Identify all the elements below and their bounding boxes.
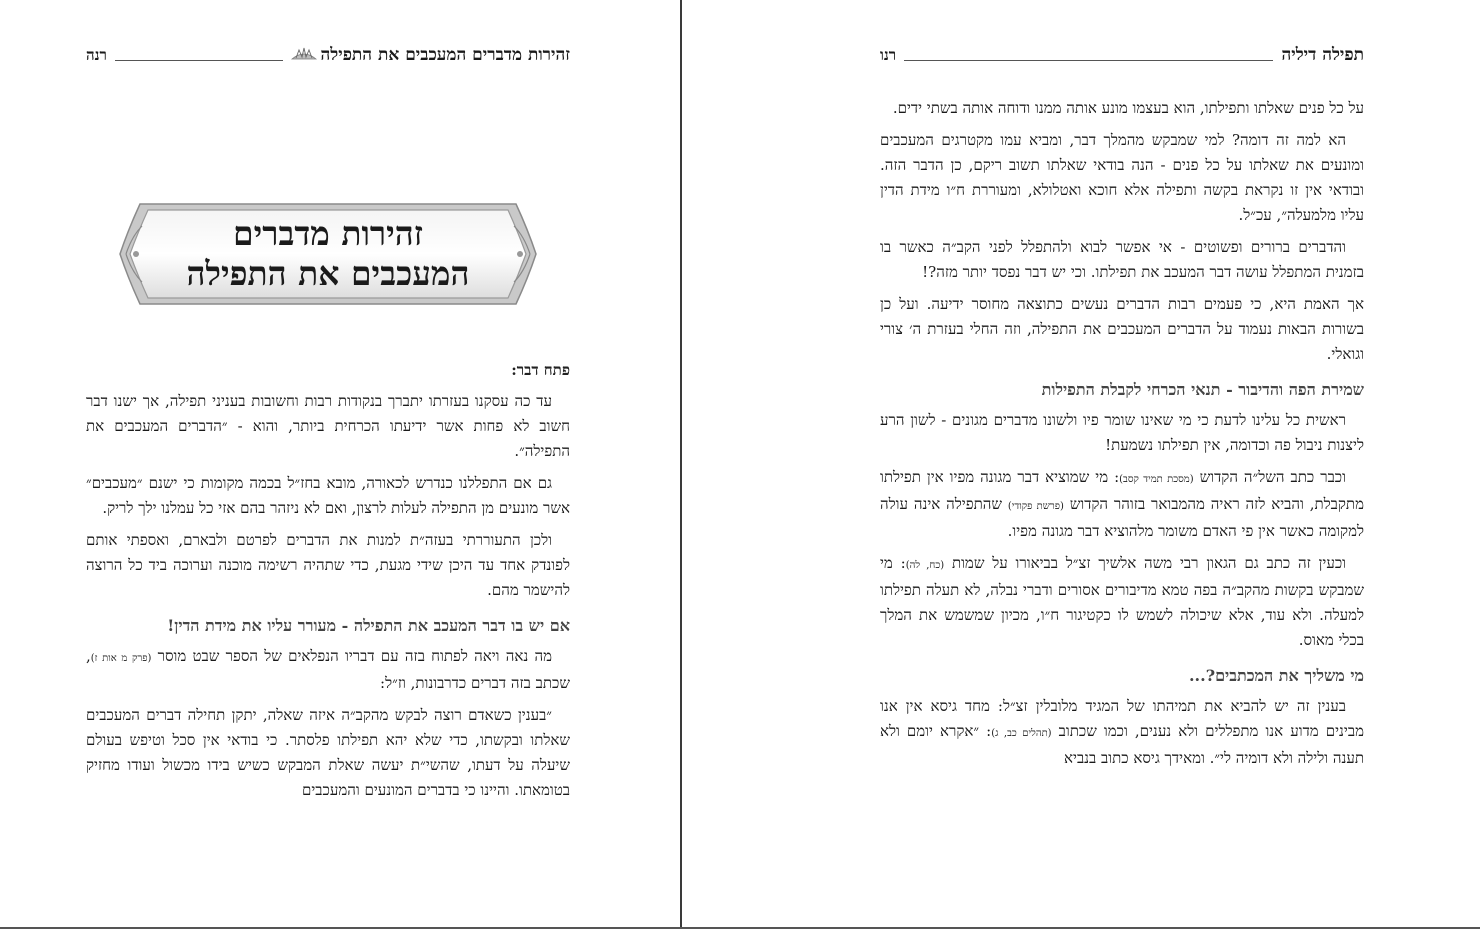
- source-reference: (פרק מ אות ז): [90, 653, 152, 664]
- left-body-text: [86, 358, 570, 810]
- right-page: [682, 0, 1480, 929]
- paragraph-text: : מי שמבקש בקשות מהקב״ה בפה טמא מדיבורים אסורים ודברי נבלה, לא תעלה תפילתו למעלה. ולא עוד, אלא שיכולה לשמש לו כקטיגור ח״ו, מכיון שמשמש את המלך בכלי מאוס.: [880, 554, 1364, 649]
- paragraph: [86, 644, 570, 696]
- chapter-title: [118, 214, 538, 294]
- source-reference: (תהלים כב, ג): [991, 728, 1052, 739]
- paragraph-text: בענין זה יש להביא את תמיהתו של המגיד מלובלין זצ״ל: מחד גיסא אין אנו מבינים מדוע אנו מתפללים ולא נענים, וכמו שכתוב: [880, 697, 1364, 740]
- paragraph: גם אם התפללנו כנדרש לכאורה, מובא בחז״ל בכמה מקומות כי ישנם ״מעכבים״ אשר מונעים מן התפילה לעלות לרצון, ואם לא ניזהר בהם אזי כל עמלנו ילך לריק.: [86, 474, 570, 517]
- paragraph: והדברים ברורים ופשוטים - אי אפשר לבוא ולהתפלל לפני הקב״ה כאשר בו בזמנית המתפלל עושה דבר המעכב את תפילתו. וכי יש דבר נפסד יותר מזה?!: [880, 238, 1364, 281]
- running-title: זהירות מדברים המעכבים את התפילה: [320, 45, 570, 65]
- crown-ornament-icon: [291, 46, 317, 65]
- chapter-title-line2: המעכבים את התפילה: [186, 254, 470, 293]
- paragraph: ולכן התעוררתי בעזה״ת למנות את הדברים לפרטם ולבארם, ואספתי אותם לפונדק אחד עד היכן שידי מגעת, כדי שתהיה רשימה מוכנה וערוכה ביד כל הרוצה להישמר מהם.: [86, 531, 570, 599]
- left-page: [0, 0, 680, 929]
- chapter-title-line1: זהירות מדברים: [233, 214, 423, 253]
- paragraph: אך האמת היא, כי פעמים רבות הדברים נעשים כתוצאה מחוסר ידיעה. ועל כן בשורות הבאות נעמוד על הדברים המעכבים את התפילה, וזה החלי בעזרת ה׳ צורי וגואלי.: [880, 295, 1364, 363]
- chapter-title-plaque: [118, 196, 538, 312]
- paragraph-text: : ״אקרא יומם ולא תענה ולילה ולא דומיה לי״. ומאידך גיסא כתוב בנביא: [880, 722, 1364, 767]
- section-heading: מי משליך את המכתבים?...: [1188, 666, 1364, 685]
- paragraph: עד כה עסקנו בעזרתו יתברך בנקודות רבות וחשובות בעניני תפילה, אך ישנו דבר חשוב לא פחות אשר ידיעתו הכרחית ביותר, והוא - ״הדברים המעכבים את התפילה״.: [86, 392, 570, 460]
- section-heading: אם יש בו דבר המעכב את התפילה - מעורר עליו את מידת הדין!: [167, 616, 570, 635]
- intro-heading: פתח דבר:: [511, 361, 570, 379]
- section-heading: שמירת הפה והדיבור - תנאי הכרחי לקבלת התפילות: [1041, 380, 1364, 399]
- paragraph: ״בענין כשאדם רוצה לבקש מהקב״ה איזה שאלה, יתקן תחילה דברים המעכבים שאלתו ובקשתו, כדי שלא יהא תפילתו פלסתר. כי בודאי אין סכל וטיפש בעולם שיעלה על דעתו, שהשי״ת יעשה שאלת המבקש כשיש בידו מכשול ועודו מחזיק בטומאתו. והיינו כי בדברים המונעים והמעכבים: [86, 706, 570, 799]
- paragraph: ראשית כל עלינו לדעת כי מי שאינו שומר פיו ולשונו מדברים מגונים - לשון הרע ליצנות ניבול פה וכדומה, אין תפילתו נשמעת!: [880, 411, 1364, 454]
- source-reference: (מסכת תמיד קסב): [1119, 474, 1194, 485]
- paragraph-text: שהתפילה אינה עולה למקומה כאשר אין פי האדם משומר מלהוציא דבר מגונה מפיו.: [880, 495, 1364, 540]
- running-title: תפילה דיליה: [1281, 45, 1364, 65]
- paragraph: הא למה זה דומה? למי שמבקש מהמלך דבר, ומביא עמו מקטרגים המעכבים ומונעים את שאלתו על כל פנים - הנה בודאי שאלתו תשוב ריקם, כן הדבר הזה. ובודאי אין זו נקראת בקשה ותפילה אלא חוכא ואטלולא, ומעוררת ח״ו מידת הדין עליו מלמעלה״, עכ״ל.: [880, 131, 1364, 224]
- source-reference: (פרשת פקודי): [1007, 501, 1064, 512]
- right-body-text: [880, 96, 1364, 778]
- paragraph: [880, 465, 1364, 544]
- header-rule: [904, 60, 1273, 61]
- paragraph-text: מה נאה ויאה לפתוח בזה עם דבריו הנפלאים של הספר שבט מוסר: [157, 647, 553, 665]
- paragraph: על כל פנים שאלתו ותפילתו, הוא בעצמו מונע אותה ממנו ודוחה אותה בשתי ידים.: [892, 99, 1364, 117]
- paragraph-text: : מי שמוציא דבר מגונה מפיו אין תפילתו מתקבלת, והביא לזה ראיה מהמבואר בזוהר הקדוש: [880, 468, 1364, 513]
- paragraph-text: וכבר כתב השל״ה הקדוש: [1199, 468, 1346, 486]
- source-reference: (כח, לה): [905, 560, 945, 571]
- page-header: [880, 42, 1364, 68]
- page-number: רנה: [86, 45, 107, 64]
- paragraph-text: , שכתב בזה דברים כדרבונות, וז״ל:: [86, 647, 570, 692]
- paragraph: [880, 551, 1364, 653]
- paragraph-text: וכעין זה כתב גם הגאון רבי משה אלשיך זצ״ל בביאורו על שמות: [951, 554, 1346, 572]
- page-header: [86, 42, 570, 68]
- paragraph: [880, 694, 1364, 771]
- header-rule: [115, 60, 283, 61]
- page-number: רנו: [880, 45, 897, 64]
